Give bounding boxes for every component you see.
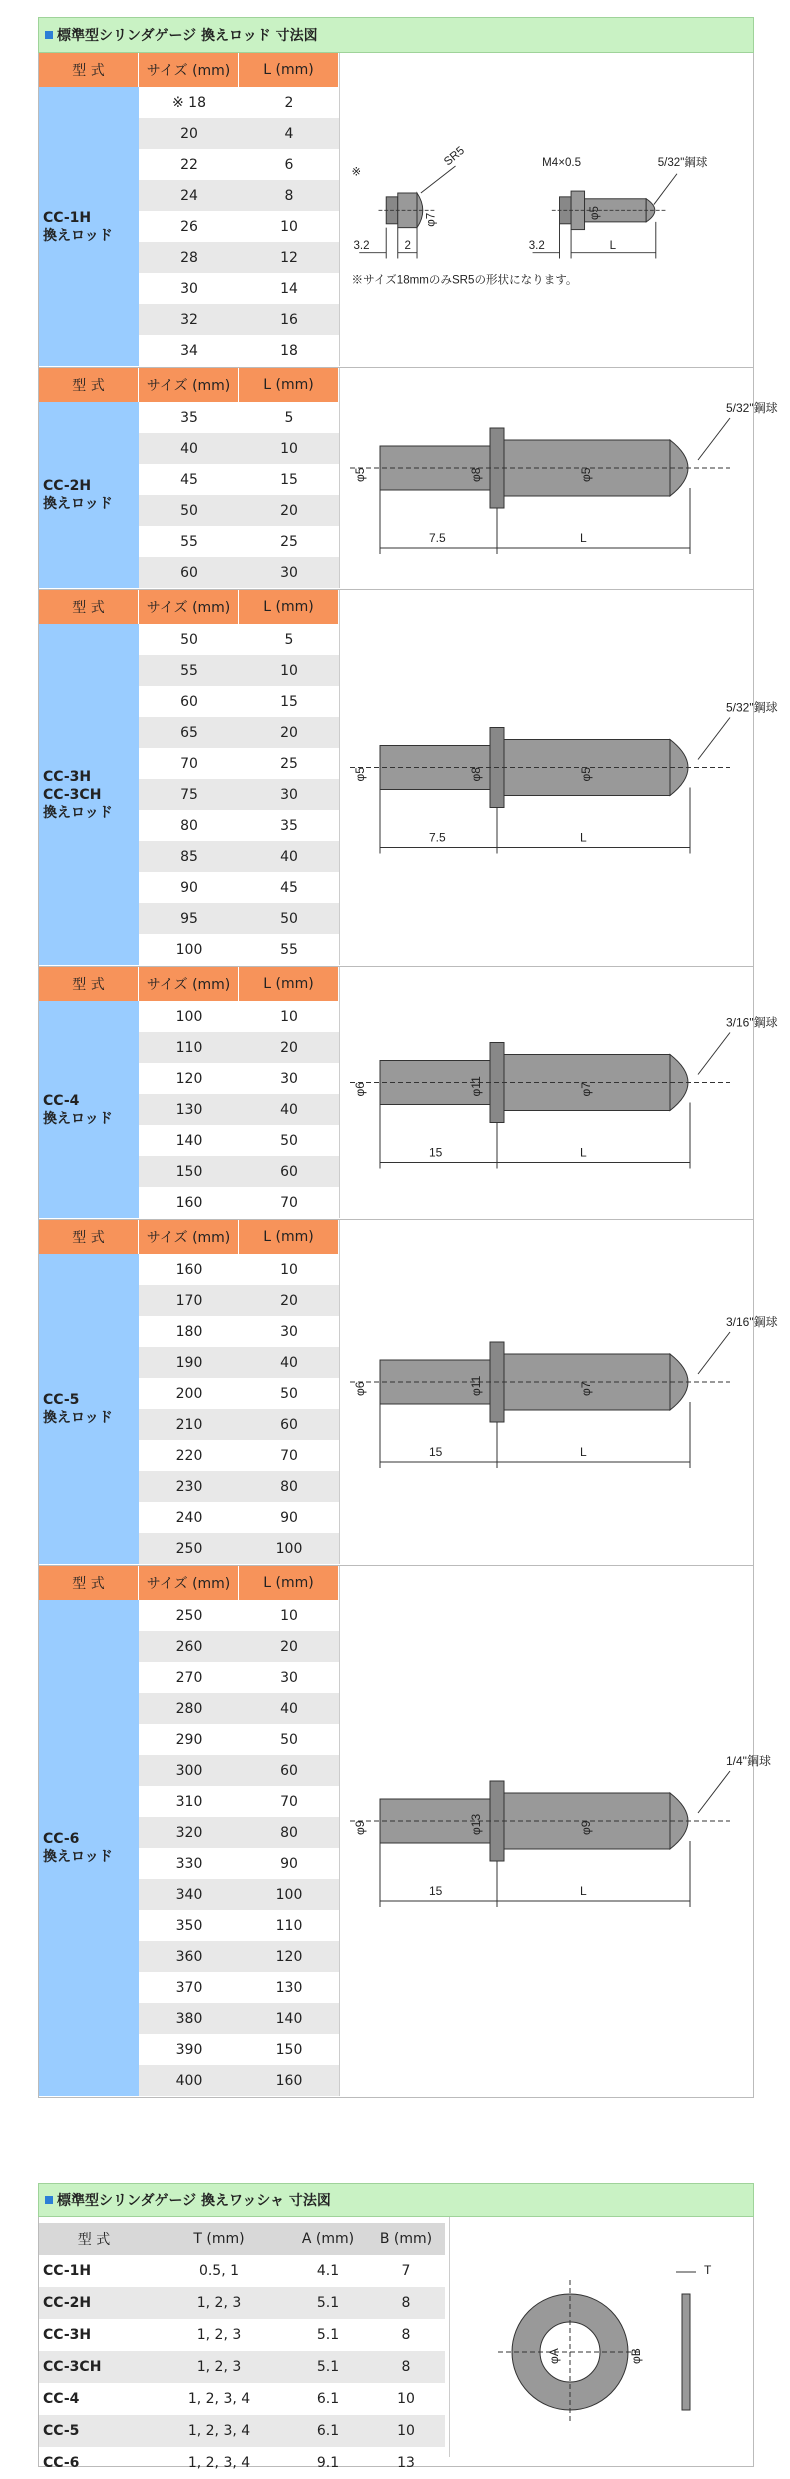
- l-cell: 5: [284, 631, 294, 648]
- l-cell: 60: [239, 1755, 339, 1786]
- washer-value-cell: 8: [367, 2351, 445, 2383]
- washer-value-cell: 0.5, 1: [198, 2263, 240, 2279]
- size-cell: 35: [180, 409, 198, 426]
- ball-label: 3/16"鋼球: [726, 1015, 778, 1030]
- rod-drawing: [340, 1566, 771, 2096]
- dia3-label: φ7: [579, 1381, 593, 1396]
- header-model: 型 式: [39, 1566, 139, 1600]
- size-cell: 230: [139, 1471, 239, 1502]
- length-label: L: [580, 830, 587, 845]
- size-cell: 370: [175, 1979, 203, 1996]
- l-cell: 55: [280, 941, 298, 958]
- l-cell: 4: [239, 118, 339, 149]
- washer-value-cell: 1, 2, 3, 4: [149, 2415, 289, 2447]
- dimension-drawing: [339, 368, 778, 588]
- size-cell: 340: [139, 1879, 239, 1910]
- header-size: サイズ (mm): [139, 1566, 239, 1600]
- size-cell: 40: [139, 433, 239, 464]
- l-cell: 50: [280, 1385, 298, 1402]
- washer-value-cell: 5.1: [316, 2327, 340, 2343]
- l-cell: 30: [280, 1669, 298, 1686]
- rod-group-block: [38, 1566, 771, 2098]
- header-model: 型 式: [39, 1220, 139, 1254]
- size-cell: 50: [180, 631, 198, 648]
- l-cell: 50: [239, 903, 339, 934]
- header-model: 型 式: [39, 590, 139, 624]
- dia3-label: φ5: [579, 467, 593, 482]
- size-cell: 45: [180, 471, 198, 488]
- l-cell: 6: [284, 156, 294, 173]
- l-cell: 150: [275, 2041, 303, 2058]
- size-cell: 60: [180, 693, 198, 710]
- washer-side: [682, 2294, 690, 2410]
- size-cell: 210: [139, 1409, 239, 1440]
- rod-drawing: [340, 967, 778, 1218]
- l-cell: 16: [239, 304, 339, 335]
- size-cell: 55: [180, 533, 198, 550]
- l-cell: 70: [280, 1194, 298, 1211]
- size-cell: 55: [139, 655, 239, 686]
- dimension-drawing: [339, 967, 778, 1218]
- washer-table-block: [38, 2217, 754, 2471]
- star-mark: ※: [351, 166, 362, 179]
- header-l: L (mm): [239, 368, 339, 402]
- dia1-label: φ9: [353, 1820, 367, 1835]
- l-cell: 10: [280, 1008, 298, 1025]
- washer-value-cell: 5.1: [289, 2287, 367, 2319]
- size-cell: 380: [139, 2003, 239, 2034]
- l-cell: 70: [280, 1793, 298, 1810]
- size-cell: 150: [139, 1156, 239, 1187]
- model-cell: CC-1H 換えロッド: [39, 87, 139, 366]
- washer-value-cell: 4.1: [316, 2263, 340, 2279]
- l-cell: 40: [239, 841, 339, 872]
- size-cell: 100: [175, 1008, 203, 1025]
- l-cell: 10: [280, 1261, 298, 1278]
- model-cell: CC-5 換えロッド: [39, 1254, 139, 1564]
- header-l: L (mm): [239, 967, 339, 1001]
- size-cell: 160: [175, 1194, 203, 1211]
- drawing-note: ※サイズ18mmのみSR5の形状になります。: [351, 274, 578, 287]
- header-size: サイズ (mm): [139, 53, 239, 87]
- washer-value-cell: 1, 2, 3: [196, 2327, 242, 2343]
- size-cell: 90: [180, 879, 198, 896]
- l-cell: 70: [280, 1447, 298, 1464]
- header-model: 型 式: [39, 53, 139, 87]
- phi7-label: φ7: [425, 212, 438, 227]
- l-cell: 130: [275, 1979, 303, 1996]
- size-cell: 80: [180, 817, 198, 834]
- l-cell: 10: [239, 655, 339, 686]
- header-size: サイズ (mm): [139, 368, 239, 402]
- dia3-label: φ7: [579, 1082, 593, 1097]
- l-cell: 20: [239, 1032, 339, 1063]
- washer-value-cell: 8: [401, 2327, 411, 2343]
- l-cell: 25: [280, 533, 298, 550]
- washer-a-label: φA: [547, 2348, 561, 2364]
- l-cell: 40: [239, 1693, 339, 1724]
- size-cell: 270: [175, 1669, 203, 1686]
- phi5-label: φ5: [589, 206, 602, 220]
- size-cell: 220: [175, 1447, 203, 1464]
- size-cell: 28: [139, 242, 239, 273]
- l-cell: 35: [280, 817, 298, 834]
- dim-3-2-left: 3.2: [353, 239, 370, 252]
- washer-value-cell: 6.1: [316, 2391, 340, 2407]
- header-size: サイズ (mm): [139, 590, 239, 624]
- l-cell: 120: [239, 1941, 339, 1972]
- size-cell: 85: [139, 841, 239, 872]
- width-label: 7.5: [429, 830, 446, 845]
- header-model: 型 式: [39, 967, 139, 1001]
- size-cell: 330: [175, 1855, 203, 1872]
- washer-header-cell: T (mm): [149, 2223, 289, 2255]
- rod-section-title: [38, 17, 754, 53]
- dia1-label: φ6: [353, 1381, 367, 1396]
- washer-value-cell: 1, 2, 3: [149, 2351, 289, 2383]
- header-l: L (mm): [239, 1566, 339, 1600]
- washer-header-cell: 型 式: [39, 2223, 149, 2255]
- washer-model-cell: CC-5: [39, 2415, 149, 2447]
- dimension-drawing: [339, 1566, 771, 2096]
- washer-header-cell: A (mm): [289, 2223, 367, 2255]
- size-cell: 34: [180, 342, 198, 359]
- washer-value-cell: 1, 2, 3, 4: [187, 2391, 251, 2407]
- l-cell: 40: [239, 1347, 339, 1378]
- l-cell: 10: [280, 218, 298, 235]
- dia2-label: φ11: [469, 1076, 483, 1097]
- title-marker-icon: [45, 2196, 53, 2204]
- l-cell: 80: [239, 1817, 339, 1848]
- l-cell: 100: [239, 1533, 339, 1564]
- model-cell: CC-6 換えロッド: [39, 1600, 139, 2096]
- size-cell: 26: [180, 218, 198, 235]
- header-l: L (mm): [239, 53, 339, 87]
- size-cell: 110: [139, 1032, 239, 1063]
- washer-value-cell: 1, 2, 3, 4: [187, 2455, 251, 2471]
- l-cell: 5: [284, 409, 294, 426]
- length-label: L: [580, 531, 587, 545]
- l-cell: 18: [280, 342, 298, 359]
- ball-label: 5/32"鋼球: [726, 700, 778, 715]
- size-cell: 170: [139, 1285, 239, 1316]
- size-cell: 250: [175, 1607, 203, 1624]
- washer-drawing: [449, 2217, 749, 2457]
- washer-value-cell: 6.1: [289, 2415, 367, 2447]
- l-cell: 30: [239, 779, 339, 810]
- l-cell: 60: [239, 1156, 339, 1187]
- size-cell: 22: [180, 156, 198, 173]
- size-cell: 130: [139, 1094, 239, 1125]
- l-cell: 30: [280, 1323, 298, 1340]
- size-cell: 140: [175, 1132, 203, 1149]
- l-cell: 20: [239, 717, 339, 748]
- washer-value-cell: 5.1: [289, 2351, 367, 2383]
- washer-value-cell: 13: [397, 2455, 415, 2471]
- width-label: 15: [429, 1884, 443, 1898]
- dia3-label: φ9: [579, 1820, 593, 1835]
- ball-label: 5/32"鋼球: [726, 401, 778, 415]
- header-l: L (mm): [239, 1220, 339, 1254]
- cc1h-drawing: [340, 93, 754, 293]
- dia2-label: φ11: [469, 1375, 483, 1396]
- l-cell: 100: [239, 1879, 339, 1910]
- rod-group-block: [38, 1220, 778, 1566]
- rod-group-block: [38, 590, 778, 967]
- size-cell: 65: [139, 717, 239, 748]
- washer-model-cell: CC-1H: [43, 2263, 92, 2279]
- l-cell: 160: [239, 2065, 339, 2096]
- l-cell: 8: [239, 180, 339, 211]
- dia2-label: φ13: [469, 1813, 483, 1835]
- model-cell: CC-3H CC-3CH 換えロッド: [39, 624, 139, 965]
- l-cell: 90: [280, 1855, 298, 1872]
- header-l: L (mm): [239, 590, 339, 624]
- size-cell: 360: [139, 1941, 239, 1972]
- washer-header-cell: B (mm): [367, 2223, 445, 2255]
- width-label: 15: [429, 1145, 443, 1160]
- sr-label: SR5: [442, 144, 467, 169]
- width-label: 15: [429, 1445, 443, 1459]
- ball-label: 5/32"鋼球: [657, 157, 708, 170]
- header-model: 型 式: [39, 368, 139, 402]
- l-cell: 25: [280, 755, 298, 772]
- size-cell: 32: [139, 304, 239, 335]
- size-cell: 320: [139, 1817, 239, 1848]
- size-cell: 75: [139, 779, 239, 810]
- dimension-drawing: [339, 1220, 778, 1564]
- ball-label: 3/16"鋼球: [726, 1315, 778, 1329]
- size-cell: 70: [180, 755, 198, 772]
- size-cell: 200: [175, 1385, 203, 1402]
- dim-l: L: [609, 239, 617, 252]
- size-cell: 280: [139, 1693, 239, 1724]
- header-size: サイズ (mm): [139, 967, 239, 1001]
- size-cell: 100: [175, 941, 203, 958]
- size-cell: 290: [175, 1731, 203, 1748]
- l-cell: 50: [280, 1731, 298, 1748]
- l-cell: 60: [239, 1409, 339, 1440]
- l-cell: 2: [284, 94, 294, 111]
- washer-model-cell: CC-6: [43, 2455, 80, 2471]
- size-cell: 60: [139, 557, 239, 588]
- size-cell: 240: [175, 1509, 203, 1526]
- model-cell: CC-2H 換えロッド: [39, 402, 139, 588]
- l-cell: 140: [239, 2003, 339, 2034]
- l-cell: 110: [275, 1917, 303, 1934]
- l-cell: 30: [239, 557, 339, 588]
- washer-b-label: φB: [629, 2348, 643, 2364]
- model-cell: CC-4 換えロッド: [39, 1001, 139, 1218]
- length-label: L: [580, 1884, 587, 1898]
- washer-model-cell: CC-3CH: [39, 2351, 149, 2383]
- l-cell: 15: [280, 471, 298, 488]
- size-cell: 50: [139, 495, 239, 526]
- washer-t-label: T: [704, 2263, 712, 2277]
- size-cell: 120: [175, 1070, 203, 1087]
- washer-value-cell: 1, 2, 3: [149, 2287, 289, 2319]
- dimension-drawing: [339, 590, 778, 965]
- rod-group-block: [38, 967, 778, 1220]
- size-cell: 350: [175, 1917, 203, 1934]
- l-cell: 90: [280, 1509, 298, 1526]
- l-cell: 20: [239, 1631, 339, 1662]
- l-cell: 80: [239, 1471, 339, 1502]
- dia3-label: φ5: [579, 767, 593, 782]
- l-cell: 40: [239, 1094, 339, 1125]
- size-cell: 250: [139, 1533, 239, 1564]
- washer-section-title-text: 標準型シリンダゲージ 換えワッシャ 寸法図: [57, 2193, 331, 2209]
- m4-label: M4×0.5: [542, 157, 582, 170]
- width-label: 7.5: [429, 531, 446, 545]
- washer-model-cell: CC-3H: [43, 2327, 92, 2343]
- l-cell: 20: [239, 1285, 339, 1316]
- size-cell: 180: [175, 1323, 203, 1340]
- dia2-label: φ8: [469, 467, 483, 482]
- size-cell: ※ 18: [172, 94, 206, 111]
- rod-group-block: [38, 368, 778, 590]
- header-size: サイズ (mm): [139, 1220, 239, 1254]
- ball-label: 1/4"鋼球: [726, 1754, 771, 1768]
- washer-model-cell: CC-4: [43, 2391, 80, 2407]
- rod-drawing: [340, 368, 778, 588]
- size-cell: 20: [139, 118, 239, 149]
- size-cell: 190: [139, 1347, 239, 1378]
- dim-2: 2: [404, 239, 411, 252]
- rod-section-title-text: 標準型シリンダゲージ 換えロッド 寸法図: [57, 28, 318, 44]
- dia1-label: φ5: [353, 767, 367, 782]
- l-cell: 10: [280, 1607, 298, 1624]
- washer-value-cell: 10: [367, 2415, 445, 2447]
- size-cell: 400: [139, 2065, 239, 2096]
- dia1-label: φ5: [353, 467, 367, 482]
- washer-model-cell: CC-2H: [39, 2287, 149, 2319]
- l-cell: 10: [239, 433, 339, 464]
- washer-value-cell: 10: [397, 2391, 415, 2407]
- size-cell: 260: [139, 1631, 239, 1662]
- dia1-label: φ6: [353, 1082, 367, 1097]
- rod-drawing: [340, 590, 778, 965]
- dia2-label: φ8: [469, 767, 483, 782]
- length-label: L: [580, 1145, 587, 1160]
- dim-3-2-right: 3.2: [528, 239, 545, 252]
- l-cell: 15: [280, 693, 298, 710]
- size-cell: 24: [139, 180, 239, 211]
- rod-group-block: [38, 53, 754, 368]
- washer-value-cell: 9.1: [316, 2455, 340, 2471]
- size-cell: 95: [139, 903, 239, 934]
- l-cell: 30: [280, 1070, 298, 1087]
- washer-value-cell: 8: [367, 2287, 445, 2319]
- size-cell: 300: [139, 1755, 239, 1786]
- size-cell: 390: [175, 2041, 203, 2058]
- l-cell: 20: [239, 495, 339, 526]
- dimension-drawing: [339, 53, 753, 366]
- rod-drawing: [340, 1220, 778, 1564]
- washer-value-cell: 7: [401, 2263, 411, 2279]
- l-cell: 45: [280, 879, 298, 896]
- length-label: L: [580, 1445, 587, 1459]
- washer-section-title: [38, 2183, 754, 2217]
- l-cell: 50: [280, 1132, 298, 1149]
- l-cell: 12: [239, 242, 339, 273]
- size-cell: 30: [180, 280, 198, 297]
- title-marker-icon: [45, 31, 53, 39]
- size-cell: 160: [175, 1261, 203, 1278]
- l-cell: 14: [280, 280, 298, 297]
- size-cell: 310: [175, 1793, 203, 1810]
